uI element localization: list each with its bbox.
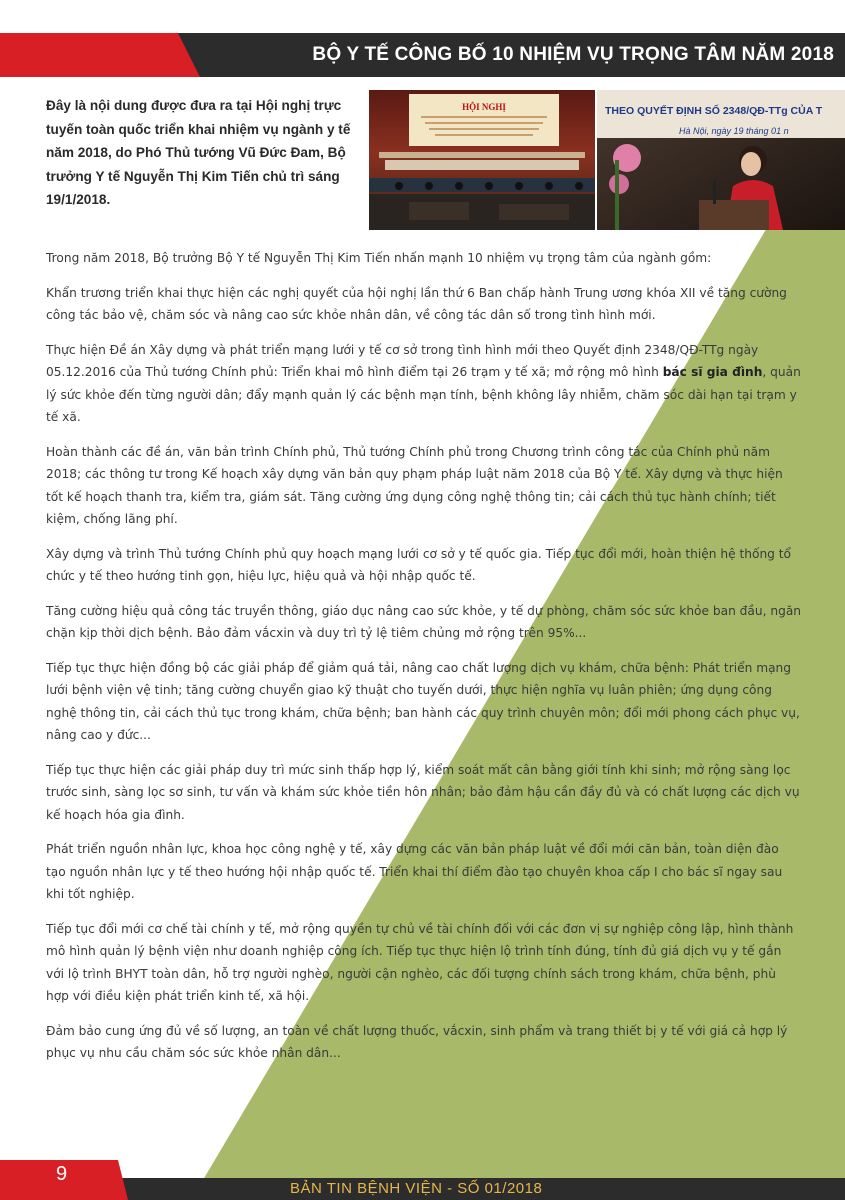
family-doctor-highlight: bác sĩ gia đình bbox=[662, 365, 763, 379]
paragraph-2 bbox=[46, 339, 802, 429]
lead-paragraph: Đây là nội dung được đưa ra tại Hội nghị trực tuyến toàn quốc triển khai nhiệm vụ ngành y tế năm 2018, do Phó Thủ tướng Vũ Đức Đam, Bộ trưởng Y tế Nguyễn Thị Kim Tiến chủ trì sáng 19/1/2018. bbox=[46, 98, 351, 207]
banner-right-date: Hà Nội, ngày 19 tháng 01 n bbox=[679, 126, 789, 136]
article-title: BỘ Y TẾ CÔNG BỐ 10 NHIỆM VỤ TRỌNG TÂM NĂM 2018 bbox=[312, 44, 834, 65]
paragraph-9: Tiếp tục đổi mới cơ chế tài chính y tế, mở rộng quyền tự chủ về tài chính đối với các đơn vị sự nghiệp công lập, hình thành mô hình quản lý bệnh viện như doanh nghiệp công ích. Tiếp tục thực hiện lộ trình tính đúng, tính đủ giá dịch vụ y tế gắn với lộ trình BHYT toàn dân, hỗ trợ người nghèo, người cận nghèo, các đối tượng chính sách trong khám, chữa bệnh, phù hợp với điều kiện phát triển kinh tế, xã hội. bbox=[46, 921, 794, 1003]
paragraph-3: Hoàn thành các đề án, văn bản trình Chính phủ, Thủ tướng Chính phủ trong Chương trình công tác của Chính phủ năm 2018; các thông tư trong Kế hoạch xây dựng văn bản quy phạm pháp luật năm 2018 của Bộ Y tế. Xây dựng và thực hiện tốt kế hoạch thanh tra, kiểm tra, giám sát. Tăng cường ứng dụng công nghệ thông tin; cải cách thủ tục hành chính; tiết kiệm, chống lãng phí. bbox=[46, 444, 783, 526]
paragraph-10: Đảm bảo cung ứng đủ về số lượng, an toàn về chất lượng thuốc, vắcxin, sinh phẩm và trang thiết bị y tế với giá cả hợp lý phục vụ nhu cầu chăm sóc sức khỏe nhân dân... bbox=[46, 1023, 788, 1060]
paragraph-6: Tiếp tục thực hiện đồng bộ các giải pháp để giảm quá tải, nâng cao chất lượng dịch vụ khám, chữa bệnh: Phát triển mạng lưới bệnh viện vệ tinh; tăng cường chuyển giao kỹ thuật cho tuyến dưới, thực hiện nghĩa vụ luân phiên; ứng dụng công nghệ thông tin, cải cách thủ tục trong khám, chữa bệnh; ban hành các quy trình chuyên môn; đổi mới phong cách phục vụ, nâng cao y đức... bbox=[46, 660, 800, 742]
paragraph-5: Tăng cường hiệu quả công tác truyền thông, giáo dục nâng cao sức khỏe, y tế dự phòng, chăm sóc sức khỏe ban đầu, ngăn chặn kịp thời dịch bệnh. Bảo đảm vắcxin và duy trì tỷ lệ tiêm chủng mở rộng trên 95%... bbox=[46, 603, 802, 640]
banner-heading: HỘI NGHỊ bbox=[462, 102, 506, 112]
article-header bbox=[0, 33, 845, 77]
article-body bbox=[46, 247, 802, 1077]
publication-name: BẢN TIN BỆNH VIỆN - SỐ 01/2018 bbox=[290, 1180, 543, 1197]
paragraph-7: Tiếp tục thực hiện các giải pháp duy trì mức sinh thấp hợp lý, kiểm soát mất cân bằng giới tính khi sinh; mở rộng sàng lọc trước sinh, sàng lọc sơ sinh, tư vấn và khám sức khỏe tiền hôn nhân; bảo đảm hậu cần đầy đủ và có chất lượng các dịch vụ kế hoạch hóa gia đình. bbox=[46, 762, 800, 822]
conference-photo bbox=[369, 90, 845, 230]
banner-right-title: THEO QUYẾT ĐỊNH SỐ 2348/QĐ-TTg CỦA T bbox=[605, 105, 823, 117]
page-number: 9 bbox=[56, 1163, 68, 1185]
page-footer bbox=[0, 1160, 845, 1200]
paragraph-intro: Trong năm 2018, Bộ trưởng Bộ Y tế Nguyễn Thị Kim Tiến nhấn mạnh 10 nhiệm vụ trọng tâm của ngành gồm: bbox=[46, 251, 712, 265]
paragraph-2-part-a: Thực hiện Đề án Xây dựng và phát triển mạng lưới y tế cơ sở trong tình hình mới theo Quyết định 2348/QĐ-TTg ngày 05.12.2016 của Thủ tướng Chính phủ: Triển khai mô hình điểm tại 26 trạm y tế xã; mở rộng mô hình bbox=[46, 342, 759, 379]
paragraph-2-part-b: , quản lý sức khỏe đến từng người dân; đẩy mạnh quản lý các bệnh mạn tính, bệnh không lây nhiễm, chăm sóc dài hạn tại trạm y tế xã. bbox=[46, 365, 801, 424]
paragraph-4: Xây dựng và trình Thủ tướng Chính phủ quy hoạch mạng lưới cơ sở y tế quốc gia. Tiếp tục đổi mới, hoàn thiện hệ thống tổ chức y tế theo hướng tinh gọn, hiệu lực, hiệu quả và hội nhập quốc tế. bbox=[46, 546, 792, 583]
paragraph-8: Phát triển nguồn nhân lực, khoa học công nghệ y tế, xây dựng các văn bản pháp luật về đổi mới căn bản, toàn diện đào tạo nguồn nhân lực y tế theo hướng hội nhập quốc tế. Triển khai thí điểm đào tạo chuyên khoa cấp I cho bác sĩ ngay sau khi tốt nghiệp. bbox=[46, 842, 783, 901]
paragraph-1: Khẩn trương triển khai thực hiện các nghị quyết của hội nghị lần thứ 6 Ban chấp hành Trung ương khóa XII về tăng cường công tác bảo vệ, chăm sóc và nâng cao sức khỏe nhân dân, về công tác dân số trong tình hình mới. bbox=[46, 285, 787, 322]
